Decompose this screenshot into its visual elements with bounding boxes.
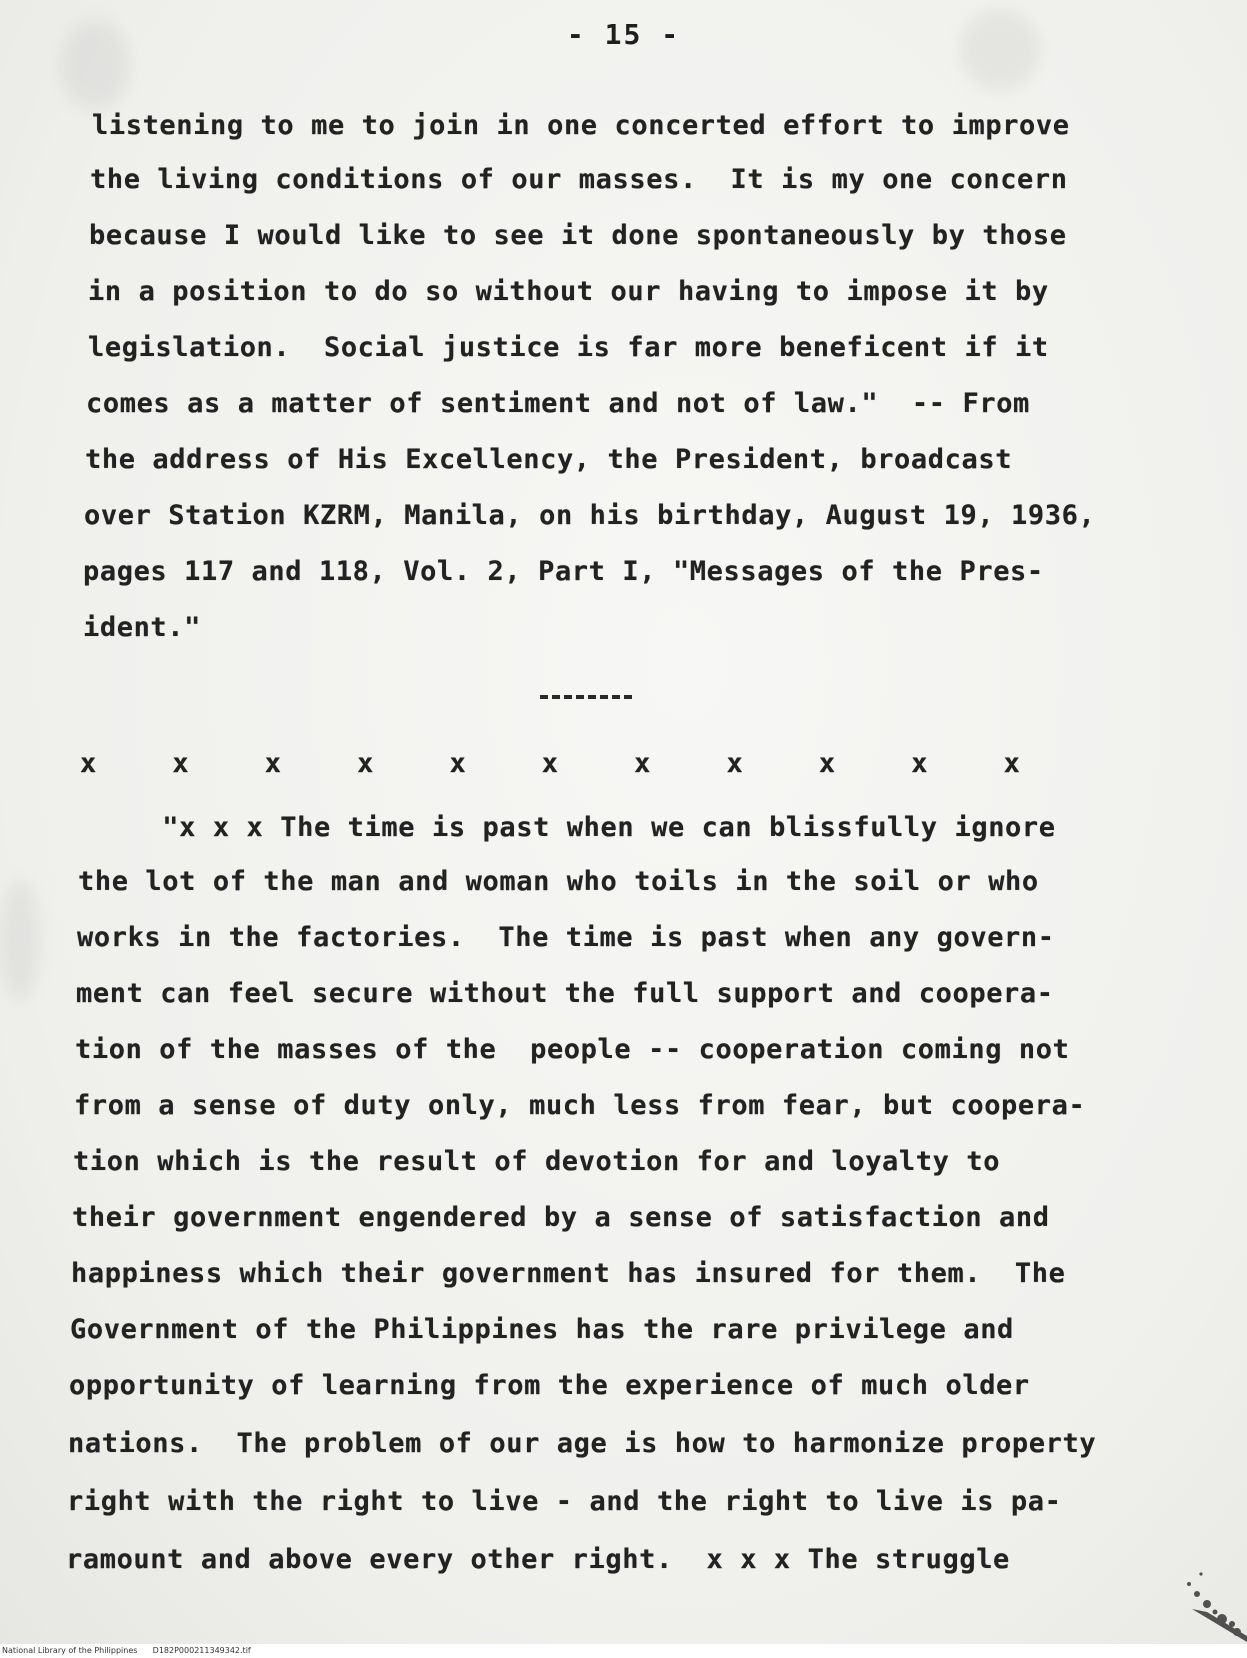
text-line: ment can feel secure without the full support and coopera- [76, 978, 1054, 1009]
text-line: the living conditions of our masses. It is my one concern [90, 164, 1068, 195]
scan-footer: National Library of the Philippines D182P000211349342.tif [0, 1644, 1247, 1658]
x-mark: x [1003, 748, 1020, 779]
x-mark: x [80, 748, 97, 779]
x-mark: x [172, 748, 189, 779]
text-line: works in the factories. The time is past when any govern- [77, 922, 1055, 953]
text-line: over Station KZRM, Manila, on his birthday, August 19, 1936, [84, 500, 1096, 531]
text-line: opportunity of learning from the experience of much older [69, 1370, 1030, 1401]
text-line: happiness which their government has insured for them. The [71, 1258, 1066, 1289]
text-line: in a position to do so without our having to impose it by [88, 276, 1049, 307]
text-line: ramount and above every other right. x x x The struggle [66, 1544, 1010, 1575]
text-line: pages 117 and 118, Vol. 2, Part I, "Messages of the Pres- [83, 556, 1044, 587]
x-mark: x [264, 748, 281, 779]
ellipsis-x-row [80, 748, 1020, 779]
x-mark: x [726, 748, 743, 779]
text-line: from a sense of duty only, much less from fear, but coopera- [74, 1090, 1086, 1121]
x-mark: x [357, 748, 374, 779]
text-line: legislation. Social justice is far more beneficent if it [88, 332, 1049, 363]
text-line: Government of the Philippines has the rare privilege and [70, 1314, 1014, 1345]
scan-smudge [0, 880, 40, 1000]
text-line: comes as a matter of sentiment and not of law." -- From [86, 388, 1030, 419]
text-line: listening to me to join in one concerted effort to improve [92, 110, 1070, 141]
text-line: tion of the masses of the people -- cooperation coming not [75, 1034, 1070, 1065]
x-mark: x [634, 748, 651, 779]
text-line: "x x x The time is past when we can blissfully ignore [78, 812, 1056, 843]
text-line: the address of His Excellency, the President, broadcast [85, 444, 1013, 475]
page-number: - 15 - [566, 18, 681, 51]
text-line: their government engendered by a sense of satisfaction and [72, 1202, 1050, 1233]
text-line: right with the right to live - and the right to live is pa- [67, 1486, 1062, 1517]
x-mark: x [818, 748, 836, 779]
paper-stain-icon [1097, 1524, 1247, 1644]
text-line: the lot of the man and woman who toils in the soil or who [78, 866, 1039, 897]
x-mark: x [911, 748, 928, 779]
text-line: nations. The problem of our age is how to harmonize property [68, 1428, 1097, 1459]
x-mark: x [541, 748, 559, 779]
text-line: tion which is the result of devotion for and loyalty to [73, 1146, 1001, 1177]
x-mark: x [449, 748, 466, 779]
section-separator [540, 695, 632, 699]
text-line: because I would like to see it done spontaneously by those [89, 220, 1067, 251]
text-line: ident." [83, 612, 201, 643]
